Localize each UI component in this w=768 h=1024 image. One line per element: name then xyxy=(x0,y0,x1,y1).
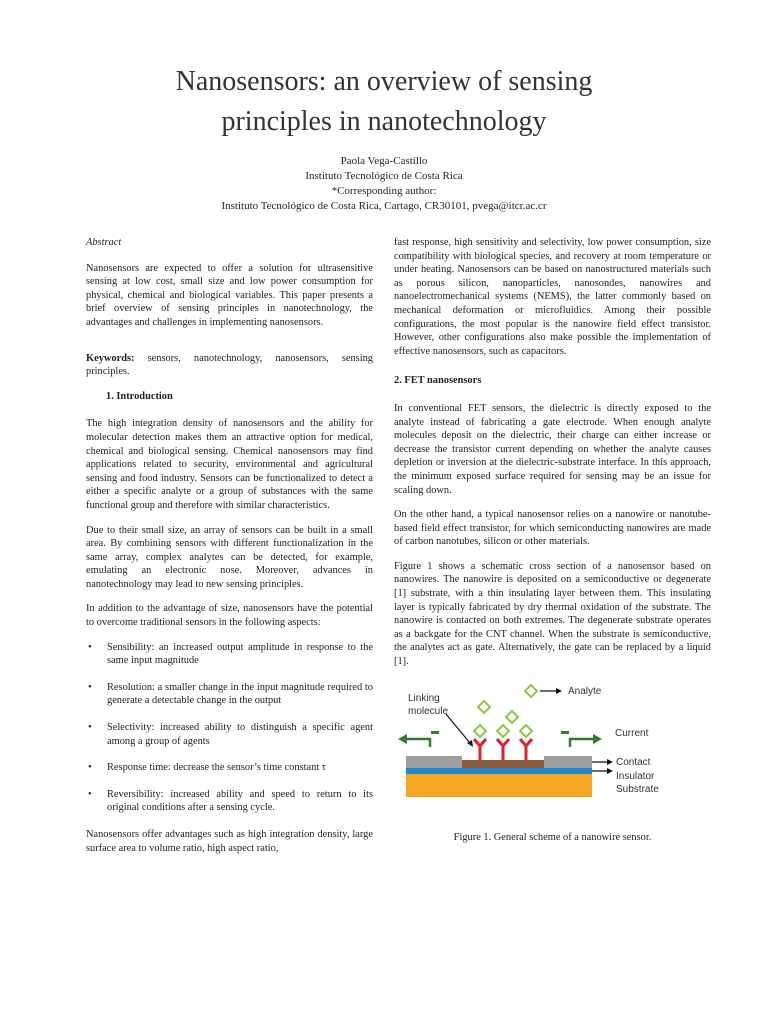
continuation-paragraph: fast response, high sensitivity and selectivity, low power consumption, size compatibility with biological species, and recovery at room temperature or under heating. Nanosensors can be based on nanostructured materials such as porous silicon, nanoparticles, nanosondes, nanowires and nanoelectromechanical systems (NEMS), the latter commonly based on mechanical deformation or microfluidics. Among their possible configurations, the most popular is the nanowire field effect transistor. However, other configurations also make possible the implementation of effective nanosensors, such as capacitors. xyxy=(394,237,711,357)
right-column xyxy=(394,236,711,844)
list-item xyxy=(86,761,373,775)
paper-title xyxy=(0,62,768,142)
analyte-molecules xyxy=(474,685,537,737)
bullet-icon: • xyxy=(88,762,92,774)
label-analyte: Analyte xyxy=(568,685,602,697)
author-block xyxy=(0,154,768,214)
abstract-text: Nanosensors are expected to offer a solution for ultrasensitive sensing at low cost, small size and low power consumption for physical, chemical and biological variables. This paper presents a brief overview of sensing principles in nanotechnology, the advantages and challenges in implementing nanosensors. xyxy=(86,262,373,328)
current-tick-left xyxy=(431,731,439,734)
label-insulator: Insulator xyxy=(616,770,655,782)
substrate-layer xyxy=(406,773,592,797)
fet-heading: 2. FET nanosensors xyxy=(394,375,482,387)
analyte-free-1 xyxy=(478,701,490,713)
bullet-icon: • xyxy=(88,722,92,734)
figure-1 xyxy=(394,681,711,831)
list-item xyxy=(86,641,373,668)
linking-pointer xyxy=(446,714,470,743)
keywords-label: Keywords: xyxy=(86,352,135,364)
right-contact xyxy=(544,756,592,768)
label-molecule: molecule xyxy=(408,705,449,717)
bullet-icon: • xyxy=(88,641,92,653)
intro-paragraph-3: In addition to the advantage of size, nanosensors have the potential to overcome traditional sensors in the following aspects: xyxy=(86,603,373,629)
analyte-free-3 xyxy=(525,685,537,697)
fet-paragraph-3: Figure 1 shows a schematic cross section of a nanosensor based on nanowires. The nanowire is deposited on a semiconductive or degenerate [1] substrate, with a thin insulating layer between them. This insulating layer is typically fabricated by dry thermal oxidation of the substrate. The nanowire is contacted on both extremes. The degenerate substrate operates as a backgate for the CNT channel. When the substrate is semiconductive, the analytes act as gate. Alternatively, the gate can be replaced by a liquid [1]. xyxy=(394,560,711,668)
current-arrow-left xyxy=(404,739,430,747)
analyte-free-2 xyxy=(506,711,518,723)
current-arrowhead-right xyxy=(593,734,602,744)
author-address: Instituto Tecnológico de Costa Rica, Cartago, CR30101, pvega@itcr.ac.cr xyxy=(221,200,547,212)
analyte-bound-3 xyxy=(520,725,532,737)
label-contact: Contact xyxy=(616,756,651,768)
nanowire xyxy=(462,760,544,768)
intro-paragraph-1: The high integration density of nanosensors and the ability for molecular detection makes them an attractive option for medical, chemical and biological sensing. Chemical nanosensors may find applications related to security, environmental and agricultural sensing and food industry. Sensors can be functionalized to detect a either a specific analyte or a group of substances with the same functional group and therefore with similar characteristics. xyxy=(86,418,373,511)
fet-paragraph-2: On the other hand, a typical nanosensor relies on a nanowire or nanotube-based field effect transistor, for which semiconducting nanowires are made of carbon nanotubes, silicon or other materials. xyxy=(394,509,711,548)
list-item xyxy=(86,721,373,748)
title-line-1: Nanosensors: an overview of sensing xyxy=(175,66,593,97)
intro-closing: Nanosensors offer advantages such as high integration density, large surface area to volume ratio, high aspect ratio, xyxy=(86,829,373,854)
list-item-text: Selectivity: increased ability to distinguish a specific agent among a group of agents xyxy=(107,722,373,747)
corresponding-label: *Corresponding author: xyxy=(331,185,437,197)
title-line-2: principles in nanotechnology xyxy=(221,106,547,137)
nanowire-sensor-diagram xyxy=(394,681,711,831)
figure-caption: Figure 1. General scheme of a nanowire sensor. xyxy=(453,831,652,843)
keywords xyxy=(86,352,373,379)
label-linking: Linking xyxy=(408,692,440,704)
insulator-layer xyxy=(406,768,592,774)
list-item-text: Response time: decrease the sensor’s time constant τ xyxy=(107,762,326,774)
current-tick-right xyxy=(561,731,569,734)
analyte-bound-1 xyxy=(474,725,486,737)
left-column xyxy=(86,236,373,866)
aspects-list xyxy=(86,641,373,815)
linker-molecule-2 xyxy=(497,739,509,760)
bullet-icon: • xyxy=(88,788,92,800)
label-current: Current xyxy=(615,727,649,739)
insulator-pointer-head xyxy=(607,768,613,774)
bullet-icon: • xyxy=(88,681,92,693)
list-item xyxy=(86,788,373,815)
abstract-heading: Abstract xyxy=(86,237,122,248)
current-arrow-right xyxy=(570,739,596,747)
keywords-text: sensors, nanotechnology, nanosensors, sensing principles. xyxy=(86,352,373,378)
introduction-heading: 1. Introduction xyxy=(106,390,173,402)
analyte-bound-2 xyxy=(497,725,509,737)
fet-paragraph-1: In conventional FET sensors, the dielectric is directly exposed to the analyte instead of fabricating a gate electrode. When enough analyte molecules deposit on the dielectric, their charge can either increase or decrease the transistor current depending on whether the analyte causes depletion or inversion at the dielectric-substrate interface. In this approach, the minimum exposed surface required for sensing may be an issue for scaling down. xyxy=(394,402,711,496)
current-arrowhead-left xyxy=(398,734,407,744)
list-item-text: Resolution: a smaller change in the input magnitude required to generate a detectable change in the output xyxy=(107,681,373,707)
list-item xyxy=(86,681,373,708)
label-substrate: Substrate xyxy=(616,783,659,795)
list-item-text: Reversibility: increased ability and speed to return to its original conditions after a sensing cycle. xyxy=(107,788,373,814)
linker-molecule-1 xyxy=(474,739,486,760)
contact-pointer-head xyxy=(607,759,613,765)
linker-molecules xyxy=(474,739,532,760)
list-item-text: Sensibility: an increased output amplitude in response to the same input magnitude xyxy=(107,641,373,667)
intro-paragraph-2: Due to their small size, an array of sensors can be built in a small area. By combining sensors with different functionalization in the same array, complex analytes can be detected, for example, emulating an electronic nose. Moreover, advances in nanotechnology may lead to new sensing principles. xyxy=(86,524,373,590)
analyte-pointer-head xyxy=(556,688,562,694)
linker-molecule-3 xyxy=(520,739,532,760)
left-contact xyxy=(406,756,462,768)
author-affiliation: Instituto Tecnológico de Costa Rica xyxy=(305,170,463,182)
author-name: Paola Vega-Castillo xyxy=(340,155,428,167)
